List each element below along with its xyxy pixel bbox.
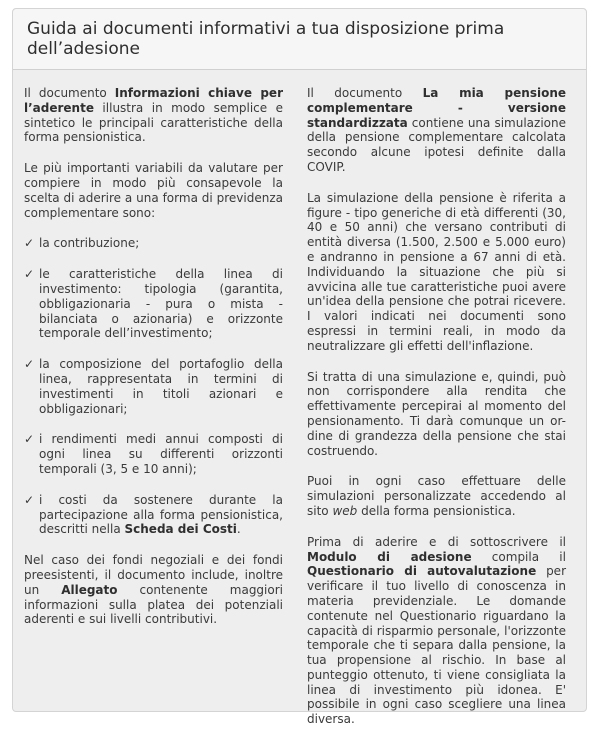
doc-name-attachment: Allegato: [61, 582, 118, 597]
card-header: [13, 9, 586, 70]
doc-name-cost-sheet: Scheda dei Costi: [124, 522, 237, 537]
checklist-item: ✓ le caratteristiche della linea di investimento: tipologia (garantita, obbligazionaria - pura o mista - bilanciata o azionaria) e orizzonte temporale dell’investimento;: [24, 267, 283, 341]
variables-intro-paragraph: Le più importanti variabili da valutare per compiere in modo più consapevole la scelta di aderire a una forma di previdenza complementare sono:: [24, 161, 283, 220]
self-assessment-paragraph: Prima di aderire e di sottoscrivere il Modulo di adesione compila il Questionario di autovalutazione per verificare il tuo livello di conoscenza in materia previdenziale. Le domande contenute nel Questionario riguardano la capacità di risparmio personale, l'orizzonte temporale che ti separa dalla pensione, la tua propensione al rischio. In base al punteggio ottenuto, ti viene consigliata la linea di investimento più idonea. E' possibile in ogni caso scegliere una linea diversa.: [307, 534, 566, 727]
left-column: [24, 86, 283, 643]
checkmark-icon: ✓: [24, 432, 35, 447]
simulation-paragraph: La simulazione della pensione è riferita a figure - tipo generiche di età differenti (30, 40 e 50 anni) che versano contributi di entità diversa (1.500, 2.500 e 5.000 euro) e andranno in pensione a 67 anni di età. Individuando la situazione che più si avvicina alle tue caratteristiche puoi avere un'idea della pensione che potrai ricevere. I valori indicati nei documenti sono espressi in termini reali, in modo da neutralizzare gli effetti dell'inflazione.: [307, 190, 566, 353]
simulation-caveat-paragraph: Si tratta di una simulazione e, quindi, può non corrispondere alla rendita che effettivamente percepirai al momento del pensionamento. Ti darà comunque un or-dine di grandezza della pensione che stai costruendo.: [307, 369, 566, 458]
info-card: [12, 8, 587, 727]
doc-name-key-info: Informazioni chiave per l’aderente: [24, 86, 283, 115]
custom-simulation-paragraph: Puoi in ogni caso effettuare delle simulazioni personalizzate accedendo al sito web della forma pensionistica.: [307, 474, 566, 518]
web-term: web: [332, 503, 358, 518]
doc-name-questionnaire: Questionario di autovalutazione: [307, 564, 537, 579]
doc-name-membership-form: Modulo di adesione: [307, 549, 472, 564]
checkmark-icon: ✓: [24, 357, 35, 372]
key-info-paragraph: Il documento Informazioni chiave per l’aderente illustra in modo semplice e sintetico le principali caratteristiche della forma pensionistica.: [24, 86, 283, 145]
checklist-item: ✓ i costi da sostenere durante la partecipazione alla forma pensionistica, descritti nella Scheda dei Costi.: [24, 492, 283, 537]
attachment-paragraph: Nel caso dei fondi negoziali e dei fondi preesistenti, il documento include, inoltre un Allegato contenente maggiori informazioni sulla platea dei potenziali aderenti e sui livelli contributivi.: [24, 553, 283, 627]
checklist-item: ✓ la contribuzione;: [24, 236, 140, 251]
variables-checklist: [24, 236, 283, 537]
checklist-item: ✓ la composizione del portafoglio della linea, rappresentata in termini di investimenti in titoli azionari e obbligazionari;: [24, 357, 283, 416]
checkmark-icon: ✓: [24, 267, 35, 282]
doc-name-pension-projection: La mia pensione complementare - versione standardizzata: [307, 86, 566, 130]
checkmark-icon: ✓: [24, 492, 35, 507]
pension-doc-paragraph: Il documento La mia pensione complementare - versione standardizzata contiene una simulazione della pensione complementare calcolata secondo alcune ipotesi definite dalla COVIP.: [307, 86, 566, 174]
page-title: Guida ai documenti informativi a tua disposizione prima dell’adesione: [27, 19, 505, 59]
right-column: [307, 86, 566, 743]
checklist-item: ✓ i rendimenti medi annui composti di ogni linea su differenti orizzonti temporali (3, 5 e 10 anni);: [24, 432, 283, 476]
checkmark-icon: ✓: [24, 236, 35, 251]
